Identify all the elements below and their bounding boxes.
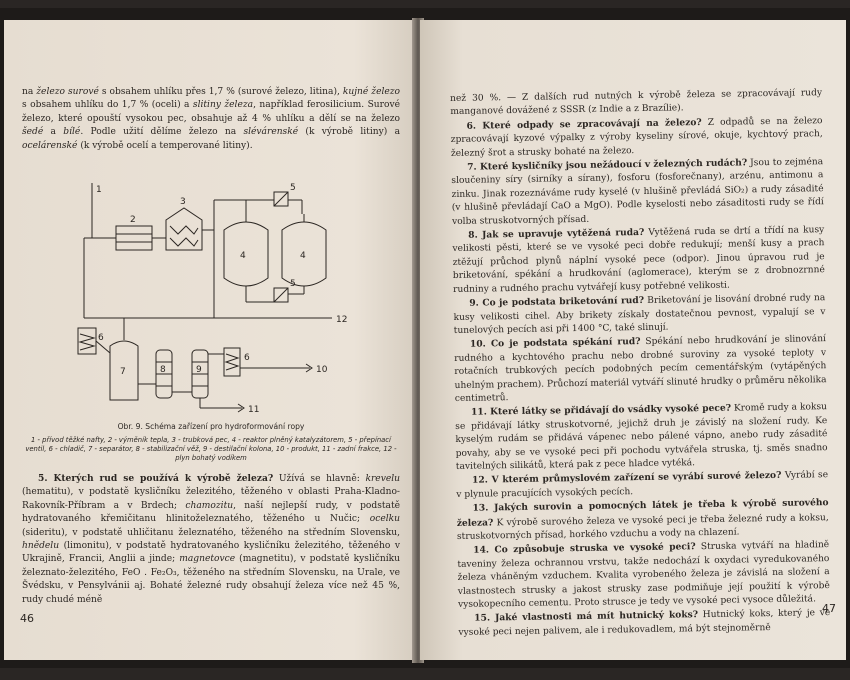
- paragraph: 15. Jaké vlastnosti má mít hutnický koks? Hutnický koks, který je ve vysoké peci nejen palivem, ale i redukovadlem, má být stejnoměrně: [458, 608, 831, 638]
- left-page: [4, 20, 416, 660]
- paragraph: 13. Jakých surovin a pomocných látek je třeba k výrobě surového železa? K výrobě surového železa ve vysoké peci je třeba železné rudy a koksu, struskotvorných přísad, horkého vzduchu a vody na chlazení.: [456, 497, 829, 542]
- label-4b: 4: [300, 251, 306, 261]
- figure-title: Obr. 9. Schéma zařízení pro hydroformování ropy: [117, 422, 305, 431]
- paragraph: 12. V kterém průmyslovém zařízení se vyrábí surové železo? Vyrábí se v plynule pracujících vysokých pecích.: [456, 470, 829, 500]
- paragraph: 9. Co je podstata briketování rud? Briketování je lisování drobné rudy na kusy velikosti cihel. Aby brikety získaly dostatečnou pevnost, vypalují se v tunelových pecích asi při 1400 °C, také slinují.: [453, 293, 826, 336]
- label-5b: 5: [290, 279, 296, 289]
- reactor-left: [224, 222, 268, 286]
- paragraph: 7. Které kysličníky jsou nežádoucí v železných rudách? Jsou to zejména sloučeniny síry (sirníky a sírany), fosforu (fosforečnany), arzénu, antimonu a zinku. Jinak rozeznáváme rudy kyselé (v hlušině převládá SiO₂) a rudy zásadité (v hlušině převládají CaO a MgO). Podle kyselosti nebo zásaditosti rudy se řídí volba struskotvorných přísad.: [451, 157, 824, 227]
- label-6b: 6: [244, 353, 250, 363]
- tube-furnace: [166, 208, 202, 250]
- page-number-left: 46: [20, 612, 34, 625]
- paragraph: 6. Které odpady se zpracovávají na železo? Z odpadů se na železo zpracovávají kyzové výpalky z výroby kyseliny sírové, okuje, kychtový prach, železný šrot a strusky bohaté na železo.: [450, 115, 823, 159]
- label-2: 2: [130, 215, 136, 225]
- left-top-paragraph: na železo surové s obsahem uhlíku přes 1,7 % (surové železo, litina), kujné železo s obsahem uhlíku do 1,7 % (oceli) a slitiny železa, například ferosilicium. Surové železo, které opouští vysokou pec, obsahuje až 4 % uhlíku a dělí se na železo šedé a bílé. Podle užití dělíme železo na slévárenské (k výrobě litiny) a ocelárenské (k výrobě ocelí a temperované litiny).: [22, 87, 401, 151]
- label-5a: 5: [290, 183, 296, 193]
- heat-exchanger: [116, 226, 152, 250]
- book-spread: [0, 8, 850, 668]
- process-diagram: [74, 178, 354, 418]
- left-bottom-paragraph: 5. Kterých rud se používá k výrobě železa? Užívá se hlavně: krevelu (hematitu), v podstatě kysličníku železitého, těženého v oblasti Praha-Kladno-Rakovník-Příbram a v Brdech; chamozitu, naší nejlepší rudy, v podstatě hydratovaného křemičitanu hlinitoželeznatého, těženého u Nučic; ocelku (sideritu), v podstatě uhličitanu železnatého, těženého na středním Slovensku, hnědelu (limonitu), v podstatě hydratovaného kysličníku železitého, těženého v Ukrajině, Francii, Anglii a jinde; magnetovce (magnetitu), v podstatě kysličníku železnato-železitého, FeO . Fe₂O₃, těženého na středním Slovensku, na Urale, ve Švédsku, v Pensylvánii aj. Bohaté železné rudy obsahují železa více než 45 %, rudy chudé méně: [22, 473, 401, 605]
- label-3: 3: [180, 197, 186, 207]
- figure-legend: 1 - přívod těžké nafty, 2 - výměník tepla, 3 - trubková pec, 4 - reaktor plněný katalyzátorem, 5 - přepínací ventil, 6 - chladič, 7 - separátor, 8 - stabilizační věž, 9 - destilační kolona, 10 - produkt, 11 - zadní frakce, 12 - plyn bohatý vodíkem: [25, 436, 397, 462]
- label-7: 7: [120, 367, 126, 377]
- label-9: 9: [196, 365, 202, 375]
- label-10: 10: [316, 365, 328, 375]
- right-page: [420, 20, 846, 660]
- label-8: 8: [160, 365, 166, 375]
- right-text: [450, 86, 831, 640]
- paragraph: 10. Co je podstata spékání rud? Spékání nebo hrudkování je slinování rudného a kychtového prachu nebo drobné suroviny za vysoké teploty v rotačních trubkových pecích podobných pecím cementářským (vytápěných uhelným prachem). Průchozí materiál vytváří slinuté hrudky o průměru několika centimetrů.: [454, 334, 827, 404]
- label-6a: 6: [98, 333, 104, 343]
- paragraph: 8. Jak se upravuje vytěžená ruda? Vytěžená ruda se drtí a třídí na kusy velikosti pěsti, které se ve vysoké peci dobře redukují; menší kusy a prach ztěžují průchod plynů náplní vysoké pece (odpor). Jinou úpravou rud je briketování, spékání a hrudkování (aglomerace), kterým se z drobnozrnné rudniny a rudného prachu vytvářejí kusy potřebné velikosti.: [452, 225, 825, 295]
- paragraph: 11. Které látky se přidávají do vsádky vysoké pece? Kromě rudy a koksu se přidávají látky struskotvorné, jejichž druh je závislý na složení rudy. Ke kyselým rudám se přidává vápenec nebo pálené vápno, anebo rudy zásadité povahy, aby se ve vysoké peci při pochodu vytvářela struska, tj. směs snadno tavitelných silikátů, která pak z pece hladce vytéká.: [455, 402, 828, 472]
- label-11: 11: [248, 405, 260, 415]
- label-4a: 4: [240, 251, 246, 261]
- label-12: 12: [336, 315, 348, 325]
- page-number-right: 47: [822, 602, 836, 615]
- label-1: 1: [96, 185, 102, 195]
- paragraph: než 30 %. — Z dalších rud nutných k výrobě železa se zpracovávají rudy manganové dovážené z SSSR (z Indie a z Brazílie).: [450, 88, 823, 118]
- paragraph: 14. Co způsobuje struska ve vysoké peci? Struska vytváří na hladině taveniny železa ochrannou vrstvu, takže nedochází k oxydaci vyredukovaného železa vháněným vzduchem. Kvalita vyrobeného železa je závislá na složení a vlastnostech strusky a jakost strusky zase podmiňuje její použití k výrobě vysokopecního cementu. Proto strusce je tedy ve vysoké peci vysoce důležitá.: [457, 540, 830, 610]
